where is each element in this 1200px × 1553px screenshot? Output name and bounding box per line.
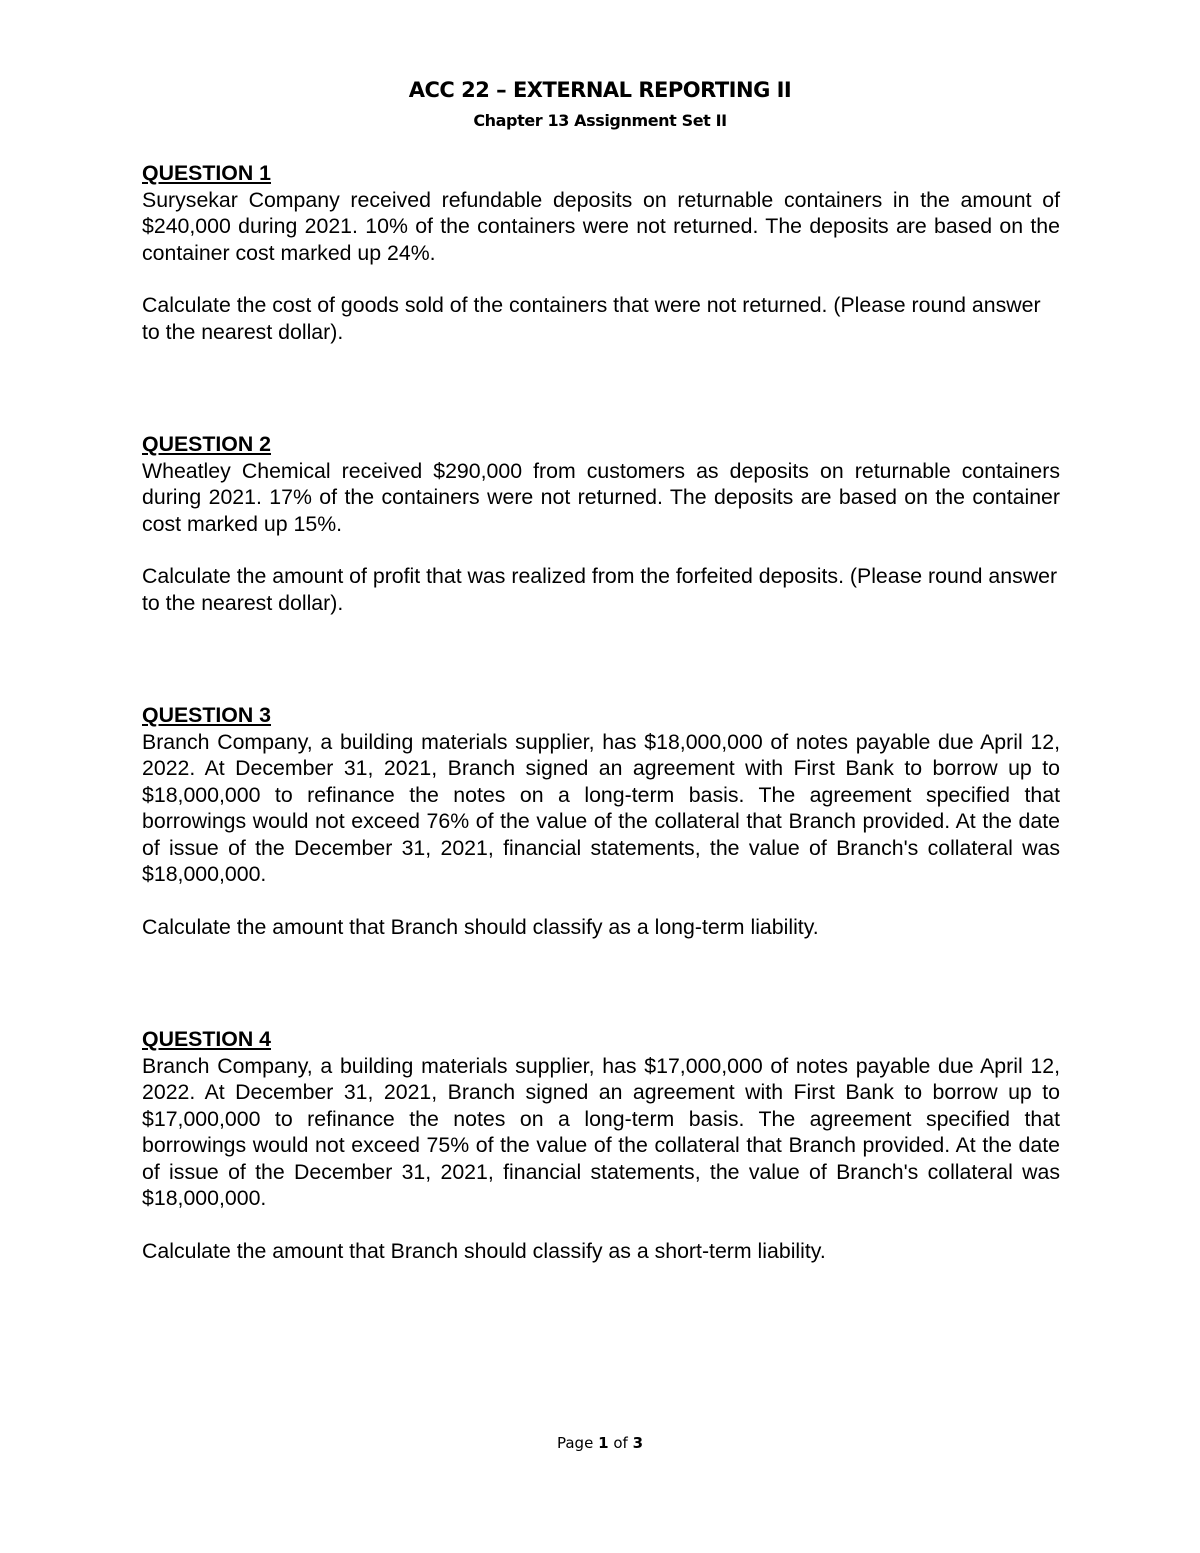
document-title: ACC 22 – EXTERNAL REPORTING II (408, 78, 792, 102)
question-3 (142, 702, 1060, 940)
question-heading: QUESTION 1 (142, 161, 271, 185)
question-body: Wheatley Chemical received $290,000 from customers as deposits on returnable containers during 2021. 17% of the containers were not returned. The deposits are based on the container cost marked up 15%. (142, 458, 1060, 536)
question-prompt: Calculate the amount that Branch should classify as a long-term liability. (142, 914, 819, 939)
question-prompt: Calculate the cost of goods sold of the containers that were not returned. (Please round answer to the nearest dollar). (142, 293, 1041, 344)
current-page-number: 1 (598, 1434, 609, 1452)
question-heading: QUESTION 2 (142, 432, 271, 456)
question-prompt: Calculate the amount that Branch should classify as a short-term liability. (142, 1238, 826, 1263)
question-body: Branch Company, a building materials supplier, has $17,000,000 of notes payable due April 12, 2022. At December 31, 2021, Branch signed an agreement with First Bank to borrow up to $17,000,000 to refinance the notes on a long-term basis. The agreement specified that borrowings would not exceed 75% of the value of the collateral that Branch provided. At the date of issue of the December 31, 2021, financial statements, the value of Branch's collateral was $18,000,000. (142, 1053, 1060, 1210)
document-subtitle: Chapter 13 Assignment Set II (473, 111, 727, 130)
question-prompt: Calculate the amount of profit that was realized from the forfeited deposits. (Please round answer to the nearest dollar). (142, 564, 1058, 615)
question-body: Surysekar Company received refundable deposits on returnable containers in the amount of $240,000 during 2021. 10% of the containers were not returned. The deposits are based on the container cost marked up 24%. (142, 187, 1060, 265)
page-of-label: of (613, 1434, 628, 1452)
question-2 (142, 431, 1060, 616)
question-1 (142, 160, 1060, 345)
question-heading: QUESTION 3 (142, 703, 271, 727)
page-label: Page (556, 1434, 594, 1452)
question-4 (142, 1026, 1060, 1264)
question-heading: QUESTION 4 (142, 1027, 271, 1051)
question-body: Branch Company, a building materials supplier, has $18,000,000 of notes payable due April 12, 2022. At December 31, 2021, Branch signed an agreement with First Bank to borrow up to $18,000,000 to refinance the notes on a long-term basis. The agreement specified that borrowings would not exceed 76% of the value of the collateral that Branch provided. At the date of issue of the December 31, 2021, financial statements, the value of Branch's collateral was $18,000,000. (142, 729, 1060, 886)
total-pages-number: 3 (632, 1434, 643, 1452)
page-footer (0, 1432, 1200, 1454)
